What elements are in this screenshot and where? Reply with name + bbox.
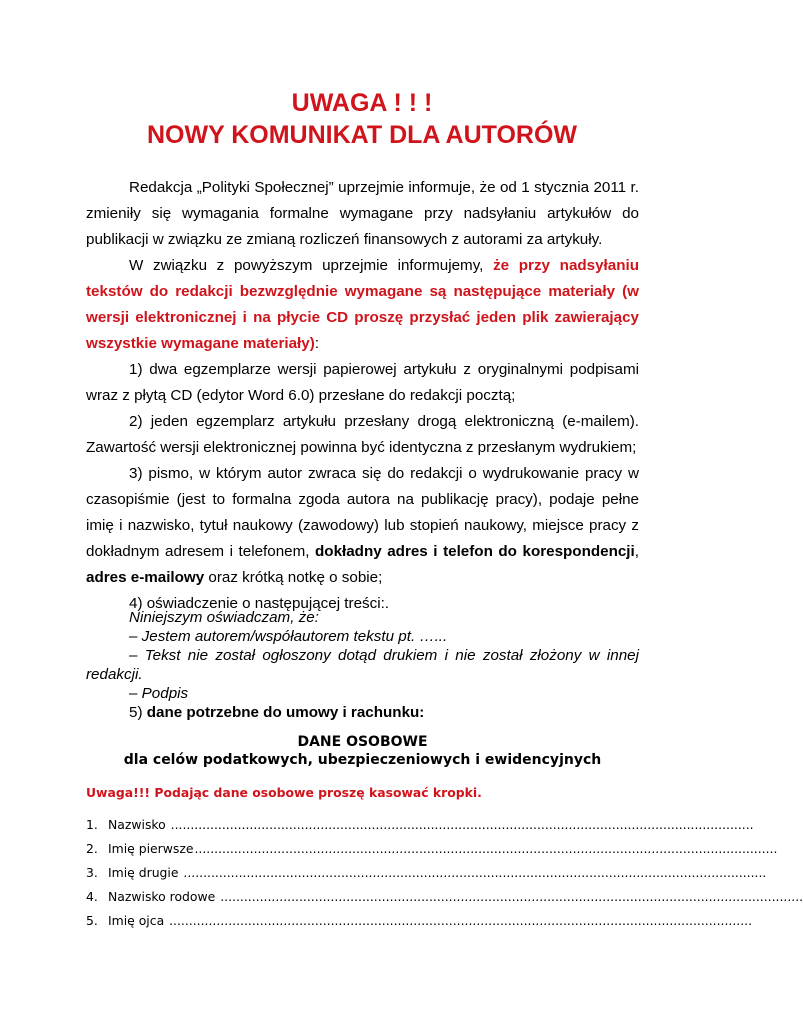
form-field-number: 4. bbox=[86, 889, 98, 904]
document-body bbox=[86, 175, 639, 617]
item-3-sep: , bbox=[634, 543, 639, 560]
fill-in-line[interactable]: Nazwisko rodowe .................................................................................................................................................... bbox=[108, 889, 803, 904]
title-announcement: NOWY KOMUNIKAT DLA AUTORÓW bbox=[146, 121, 578, 149]
title-warning: UWAGA ! ! ! bbox=[291, 89, 433, 117]
form-field-number: 1. bbox=[86, 817, 98, 832]
item-3-text: 3) pismo, w którym autor zwraca się do redakcji o wydrukowanie pracy w czasopiśmie (jest to formalna zgoda autora na publikację pracy), podaje pełne imię i nazwisko, tytuł naukowy (zawodowy) lub stopień naukowy, miejsce pracy z dokładnym adresem i telefonem, bbox=[86, 465, 639, 560]
form-field-father-name[interactable] bbox=[86, 911, 753, 935]
item-3-email: adres e-mailowy bbox=[86, 569, 205, 586]
item-5 bbox=[86, 703, 639, 722]
item-3 bbox=[86, 461, 639, 591]
declaration-line-4: – Podpis bbox=[129, 685, 189, 702]
form-field-number: 2. bbox=[86, 841, 98, 856]
form-field-label: Nazwisko rodowe bbox=[108, 889, 220, 904]
declaration-line-3: – Tekst nie został ogłoszony dotąd drukiem i nie został złożony w innej redakcji. bbox=[86, 647, 639, 683]
form-field-first-name[interactable] bbox=[86, 839, 778, 863]
declaration-line-2: – Jestem autorem/współautorem tekstu pt. …... bbox=[129, 628, 448, 645]
personal-data-subheading: dla celów podatkowych, ubezpieczeniowych i ewidencyjnych bbox=[123, 752, 602, 768]
declaration-line-1: Niniejszym oświadczam, że: bbox=[129, 609, 319, 626]
item-3-end: oraz krótką notkę o sobie; bbox=[204, 569, 383, 586]
form-field-number: 5. bbox=[86, 913, 98, 928]
fill-in-line[interactable]: Imię drugie .................................................................................................................................................... bbox=[108, 865, 767, 880]
warning-note: Uwaga!!! Podając dane osobowe proszę kasować kropki. bbox=[86, 785, 482, 800]
declaration-block bbox=[86, 608, 639, 722]
form-field-surname[interactable] bbox=[86, 815, 754, 839]
form-field-number: 3. bbox=[86, 865, 98, 880]
item-5-text: dane potrzebne do umowy i rachunku: bbox=[146, 704, 425, 721]
personal-data-heading: DANE OSOBOWE bbox=[297, 734, 428, 750]
item-2: 2) jeden egzemplarz artykułu przesłany drogą elektroniczną (e-mailem). Zawartość wersji elektronicznej powinna być identyczna z przesłanym wydrukiem; bbox=[86, 413, 639, 456]
form-field-maiden-name[interactable] bbox=[86, 887, 803, 911]
item-4: 4) oświadczenie o następującej treści:. bbox=[129, 595, 390, 612]
requirements-emphasis: że przy nadsyłaniu tekstów do redakcji bezwzględnie wymagane są następujące materiały (w wersji elektronicznej i na płycie CD proszę przysłać jeden plik zawierający wszystkie wymagane materiały) bbox=[86, 257, 639, 352]
fill-in-line[interactable]: Imię ojca .................................................................................................................................................... bbox=[108, 913, 753, 928]
form-field-label: Imię drugie bbox=[108, 865, 183, 880]
personal-data-form bbox=[86, 815, 803, 935]
item-5-num: 5) bbox=[129, 704, 147, 721]
fill-in-line[interactable]: Imię pierwsze.................................................................................................................................................... bbox=[108, 841, 778, 856]
intro-paragraph: Redakcja „Polityki Społecznej” uprzejmie informuje, że od 1 stycznia 2011 r. zmieniły się wymagania formalne wymagane przy nadsyłaniu artykułów do publikacji w związku ze zmianą rozliczeń finansowych z autorami za artykuły. bbox=[86, 179, 639, 248]
item-3-correspondence: dokładny adres i telefon do korespondencji bbox=[315, 543, 635, 560]
form-field-label: Nazwisko bbox=[108, 817, 170, 832]
form-field-label: Imię pierwsze bbox=[108, 841, 194, 856]
form-field-second-name[interactable] bbox=[86, 863, 767, 887]
requirements-paragraph bbox=[86, 253, 639, 357]
form-field-label: Imię ojca bbox=[108, 913, 169, 928]
requirements-colon: : bbox=[314, 335, 320, 352]
item-1: 1) dwa egzemplarze wersji papierowej artykułu z oryginalnymi podpisami wraz z płytą CD (edytor Word 6.0) przesłane do redakcji pocztą; bbox=[86, 361, 639, 404]
fill-in-line[interactable]: Nazwisko .................................................................................................................................................... bbox=[108, 817, 754, 832]
requirements-intro: W związku z powyższym uprzejmie informujemy, bbox=[129, 257, 494, 274]
